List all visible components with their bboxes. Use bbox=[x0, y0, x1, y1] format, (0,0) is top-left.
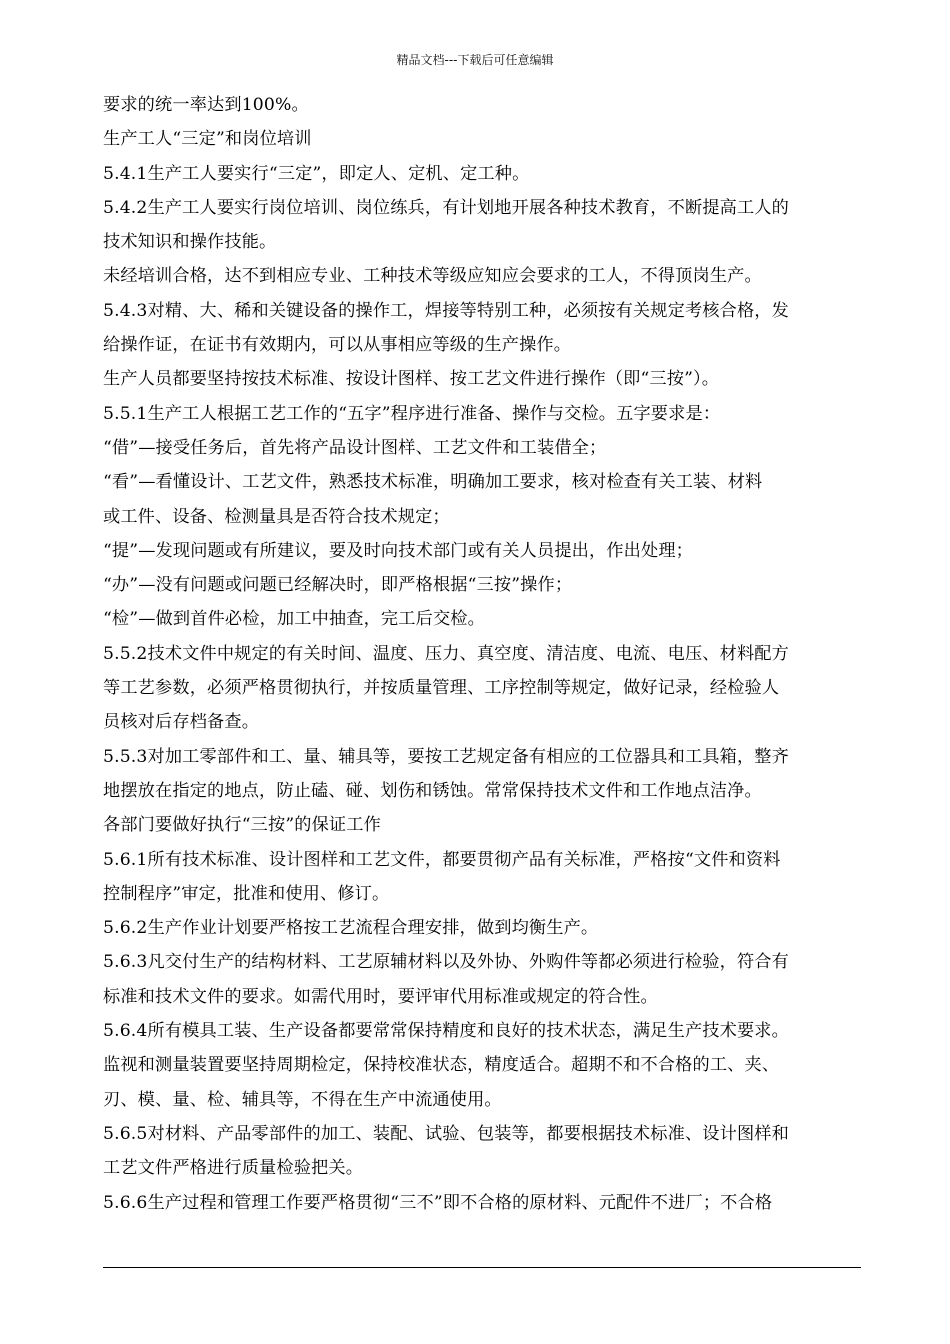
text-line: 5.6.6生产过程和管理工作要严格贯彻“三不”即不合格的原材料、元配件不进厂；不合格 bbox=[103, 1192, 773, 1213]
text-line: 员核对后存档备查。 bbox=[103, 712, 260, 733]
text-line: 刃、模、量、检、辅具等，不得在生产中流通使用。 bbox=[103, 1089, 502, 1110]
text-line: 5.6.1所有技术标准、设计图样和工艺文件，都要贯彻产品有关标准，严格按“文件和资料 bbox=[103, 849, 781, 870]
text-line: 未经培训合格，达不到相应专业、工种技术等级应知应会要求的工人，不得顶岗生产。 bbox=[103, 266, 762, 287]
text-line: 标准和技术文件的要求。如需代用时，要评审代用标准或规定的符合性。 bbox=[103, 986, 658, 1007]
text-line: 5.4.3对精、大、稀和关键设备的操作工，焊接等特别工种，必须按有关规定考核合格，发 bbox=[103, 300, 789, 321]
text-line: “检”—做到首件必检，加工中抽查，完工后交检。 bbox=[103, 609, 485, 630]
text-line: “提”—发现问题或有所建议，要及时向技术部门或有关人员提出，作出处理； bbox=[103, 540, 694, 561]
text-line: 5.5.3对加工零部件和工、量、辅具等，要按工艺规定备有相应的工位器具和工具箱，整齐 bbox=[103, 746, 789, 767]
text-line: “办”—没有问题或问题已经解决时，即严格根据“三按”操作； bbox=[103, 575, 573, 596]
footer-divider bbox=[103, 1267, 861, 1268]
text-line: 工艺文件严格进行质量检验把关。 bbox=[103, 1158, 364, 1179]
text-line: 要求的统一率达到100%。 bbox=[103, 95, 309, 115]
document-body bbox=[103, 88, 861, 1220]
text-line: 5.5.2技术文件中规定的有关时间、温度、压力、真空度、清洁度、电流、电压、材料配方 bbox=[103, 643, 789, 664]
text-line: 技术知识和操作技能。 bbox=[103, 232, 277, 253]
text-line: 5.4.2生产工人要实行岗位培训、岗位练兵，有计划地开展各种技术教育，不断提高工人的 bbox=[103, 197, 789, 218]
text-line: 生产人员都要坚持按技术标准、按设计图样、按工艺文件进行操作（即“三按”）。 bbox=[103, 369, 720, 390]
text-line: 5.6.4所有模具工装、生产设备都要常常保持精度和良好的技术状态，满足生产技术要求。 bbox=[103, 1021, 789, 1042]
text-line: 5.6.3凡交付生产的结构材料、工艺原辅材料以及外协、外购件等都必须进行检验，符合有 bbox=[103, 952, 789, 973]
text-line: 5.5.1生产工人根据工艺工作的“五字”程序进行准备、操作与交检。五字要求是： bbox=[103, 403, 721, 424]
text-line: 给操作证，在证书有效期内，可以从事相应等级的生产操作。 bbox=[103, 335, 572, 356]
text-line: 地摆放在指定的地点，防止磕、碰、划伤和锈蚀。常常保持技术文件和工作地点洁净。 bbox=[103, 780, 762, 801]
text-line: 等工艺参数，必须严格贯彻执行，并按质量管理、工序控制等规定，做好记录，经检验人 bbox=[103, 678, 780, 699]
text-line: 5.6.2生产作业计划要严格按工艺流程合理安排，做到均衡生产。 bbox=[103, 918, 599, 939]
text-line: 5.4.1生产工人要实行“三定”，即定人、定机、定工种。 bbox=[103, 163, 530, 184]
text-line: 各部门要做好执行“三按”的保证工作 bbox=[103, 815, 381, 836]
text-line: 控制程序”审定，批准和使用、修订。 bbox=[103, 883, 390, 904]
text-line: 或工件、设备、检测量具是否符合技术规定； bbox=[103, 506, 450, 527]
page-header: 精品文档---下载后可任意编辑 bbox=[396, 53, 554, 67]
text-line: “看”—看懂设计、工艺文件，熟悉技术标准，明确加工要求，核对检查有关工装、材料 bbox=[103, 472, 763, 493]
text-line: 生产工人“三定”和岗位培训 bbox=[103, 129, 312, 150]
text-line: “借”—接受任务后，首先将产品设计图样、工艺文件和工装借全； bbox=[103, 437, 607, 458]
text-line: 5.6.5对材料、产品零部件的加工、装配、试验、包装等，都要根据技术标准、设计图样和 bbox=[103, 1123, 789, 1144]
text-line: 监视和测量装置要坚持周期检定，保持校准状态，精度适合。超期不和不合格的工、夹、 bbox=[103, 1055, 780, 1076]
